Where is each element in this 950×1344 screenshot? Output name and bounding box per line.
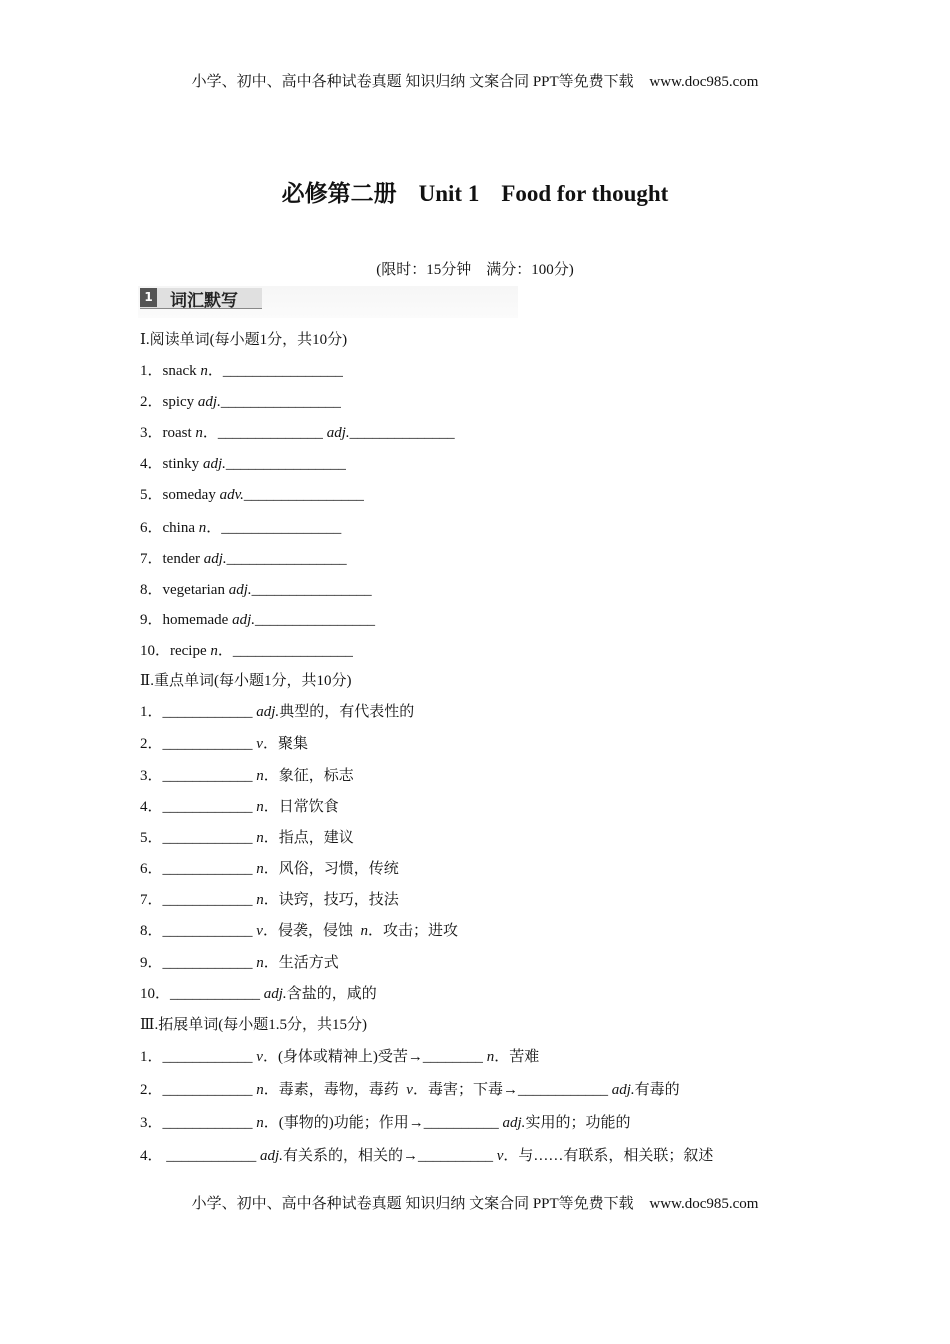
item-text: ．与……有联系，相关联；叙述	[503, 1148, 714, 1164]
item-text: 1．snack	[140, 363, 201, 379]
part-of-speech: n	[256, 799, 264, 815]
part-of-speech: n	[486, 1049, 495, 1065]
header-text: 小学、初中、高中各种试卷真题 知识归纳 文案合同 PPT等免费下载	[191, 74, 634, 90]
item-text: ________________	[251, 582, 372, 598]
exercise-item	[140, 361, 343, 381]
part-of-speech: adj.	[263, 986, 287, 1002]
exercise-item	[140, 392, 341, 412]
page-footer	[0, 1192, 950, 1213]
item-text: ．(身体或精神上)受苦→________	[262, 1049, 487, 1065]
part-of-speech: adj.	[232, 612, 255, 628]
item-text: ．诀窍，技巧，技法	[263, 892, 399, 908]
item-text: 3．____________	[140, 1115, 257, 1131]
item-text: ．________________	[217, 643, 353, 659]
item-text: 4．____________	[140, 799, 257, 815]
item-text: 实用的；功能的	[525, 1115, 631, 1131]
item-text: ．________________	[206, 520, 342, 536]
item-text: ．侵袭，侵蚀	[262, 923, 361, 939]
item-text: ________________	[220, 394, 341, 410]
item-text: 3．roast	[140, 425, 196, 441]
exercise-item	[140, 518, 341, 538]
part-of-speech: adj.	[256, 704, 280, 720]
item-text: 典型的，有代表性的	[279, 704, 415, 720]
item-text: 6．china	[140, 520, 199, 536]
exercise-item	[140, 423, 455, 443]
item-text: 1．____________	[140, 704, 257, 720]
exercise-item	[140, 549, 347, 569]
part-of-speech: n	[198, 520, 207, 536]
part-of-speech: adj.	[197, 394, 221, 410]
part-of-speech: v	[496, 1148, 504, 1164]
item-text: 9．____________	[140, 955, 257, 971]
exercise-item	[140, 797, 339, 817]
item-text: ．象征，标志	[263, 768, 354, 784]
item-text: ________________	[226, 551, 347, 567]
part-of-speech: n	[256, 1115, 264, 1131]
part-of-speech: v	[406, 1082, 413, 1098]
item-text: ________________	[225, 456, 346, 472]
item-text: ．指点，建议	[263, 830, 354, 846]
part-of-speech: n	[256, 861, 264, 877]
exercise-item	[140, 702, 414, 722]
exercise-item	[140, 984, 377, 1004]
section-badge	[140, 288, 262, 309]
part-of-speech: adj.	[326, 425, 350, 441]
page-header	[0, 70, 950, 91]
part-of-speech: n	[256, 768, 264, 784]
item-text: 9．homemade	[140, 612, 233, 628]
item-text: 2．____________	[140, 736, 257, 752]
item-text: ________________	[243, 487, 364, 503]
item-text: 3．____________	[140, 768, 257, 784]
item-text: ．毒素，毒物，毒药	[263, 1082, 407, 1098]
part-of-speech: v	[256, 923, 263, 939]
item-text: ．苦难	[494, 1049, 540, 1065]
item-text: 1．____________	[140, 1049, 257, 1065]
item-text: ．日常饮食	[263, 799, 339, 815]
exercise-item	[140, 921, 458, 941]
item-text: ．聚集	[262, 736, 308, 752]
part-of-speech: adj.	[611, 1082, 635, 1098]
exercise-item	[140, 580, 372, 600]
item-text: 5．____________	[140, 830, 257, 846]
footer-text: 小学、初中、高中各种试卷真题 知识归纳 文案合同 PPT等免费下载	[191, 1196, 634, 1212]
part-of-speech: n	[256, 1082, 264, 1098]
item-text: 10．recipe	[140, 643, 211, 659]
item-text: ．________________	[207, 363, 343, 379]
exercise-item	[140, 485, 364, 505]
item-text: 2．____________	[140, 1082, 257, 1098]
item-text: 2．spicy	[140, 394, 198, 410]
item-text: 含盐的，咸的	[286, 986, 377, 1002]
item-text: 8．____________	[140, 923, 257, 939]
item-text: 有毒的	[634, 1082, 680, 1098]
part-of-speech: n	[360, 923, 368, 939]
exercise-item	[140, 1113, 630, 1133]
item-text: ．______________	[202, 425, 327, 441]
part-of-speech: n	[256, 955, 264, 971]
part-of-speech: n	[210, 643, 218, 659]
exercise-item	[140, 1047, 539, 1067]
item-text: ．毒害；下毒→____________	[412, 1082, 612, 1098]
page-title	[0, 175, 950, 208]
item-text: 4． ____________	[140, 1148, 261, 1164]
part-of-speech: adj.	[203, 551, 227, 567]
exercise-item	[140, 734, 308, 754]
header-url: www.doc985.com	[649, 74, 759, 90]
part-of-speech: adv.	[219, 487, 244, 503]
item-text: 7．tender	[140, 551, 204, 567]
item-text: ________________	[254, 612, 375, 628]
title-topic: Food for thought	[501, 181, 669, 206]
part-of-speech: v	[256, 1049, 263, 1065]
item-text: Ⅱ.重点单词(每小题1分，共10分)	[140, 673, 352, 689]
exercise-item	[140, 766, 354, 786]
item-text: ．生活方式	[263, 955, 339, 971]
item-text: 7．____________	[140, 892, 257, 908]
part-of-speech: adj.	[502, 1115, 526, 1131]
part-of-speech: adj.	[260, 1148, 283, 1164]
part-of-speech: n	[256, 892, 264, 908]
exercise-item	[140, 641, 353, 661]
exercise-item	[140, 859, 399, 879]
title-book: 必修第二册	[281, 181, 397, 206]
section-heading	[140, 1015, 367, 1035]
part-of-speech: n	[195, 425, 203, 441]
item-text: ______________	[349, 425, 455, 441]
part-of-speech: n	[200, 363, 208, 379]
item-text: 6．____________	[140, 861, 257, 877]
part-of-speech: adj.	[202, 456, 226, 472]
exercise-item	[140, 1146, 713, 1166]
title-unit: Unit 1	[418, 181, 480, 206]
section-label: 词汇默写	[170, 291, 238, 311]
item-text: ．风俗，习惯，传统	[263, 861, 399, 877]
item-text: 4．stinky	[140, 456, 203, 472]
part-of-speech: adj.	[228, 582, 252, 598]
item-text: Ⅰ.阅读单词(每小题1分，共10分)	[140, 332, 348, 348]
time-score-info: (限时：15分钟 满分：100分)	[376, 262, 574, 278]
exercise-item	[140, 1080, 680, 1100]
item-text: 5．someday	[140, 487, 220, 503]
exercise-item	[140, 828, 354, 848]
item-text: 8．vegetarian	[140, 582, 229, 598]
section-number: 1	[140, 288, 157, 307]
item-text: ．攻击；进攻	[367, 923, 458, 939]
section-heading	[140, 671, 351, 691]
exercise-item	[140, 953, 339, 973]
exercise-item	[140, 454, 346, 474]
exercise-item	[140, 890, 399, 910]
part-of-speech: n	[256, 830, 264, 846]
section-heading	[140, 330, 347, 350]
item-text: Ⅲ.拓展单词(每小题1.5分，共15分)	[140, 1017, 367, 1033]
part-of-speech: v	[256, 736, 263, 752]
footer-url: www.doc985.com	[649, 1196, 759, 1212]
item-text: ．(事物的)功能；作用→__________	[263, 1115, 503, 1131]
exercise-item	[140, 610, 375, 630]
item-text: 10．____________	[140, 986, 264, 1002]
item-text: 有关系的，相关的→__________	[282, 1148, 497, 1164]
